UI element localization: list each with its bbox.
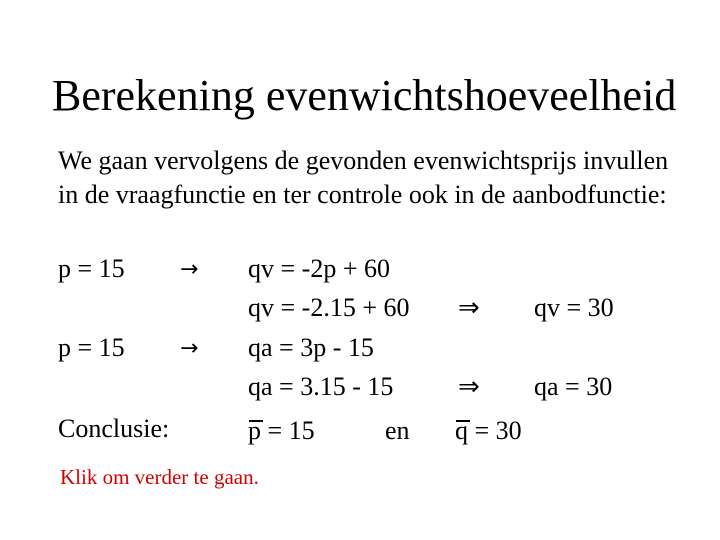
- equilibrium-quantity: q = 30: [455, 416, 522, 445]
- supply-substitution: qa = 3.15 - 15: [248, 372, 394, 401]
- implies-icon: ⇒: [458, 293, 480, 323]
- conclusion-connector: en: [385, 416, 410, 445]
- equilibrium-price: p = 15: [248, 416, 315, 445]
- demand-function: qv = -2p + 60: [248, 254, 390, 283]
- supply-result: qa = 30: [534, 372, 613, 401]
- slide-title: Berekening evenwichtshoeveelheid: [52, 71, 677, 120]
- intro-paragraph: We gaan vervolgens de gevonden evenwichtsprijs invullen in de vraagfunctie en ter controle ook in de aanbodfunctie:: [58, 146, 669, 209]
- demand-substitution: qv = -2.15 + 60: [248, 293, 410, 322]
- given-price-1: p = 15: [58, 254, 125, 283]
- supply-function: qa = 3p - 15: [248, 333, 374, 362]
- implies-icon: ⇒: [458, 372, 480, 402]
- demand-result: qv = 30: [534, 293, 614, 322]
- arrow-icon: →: [180, 336, 199, 361]
- next-link[interactable]: Klik om verder te gaan.: [60, 465, 259, 489]
- given-price-2: p = 15: [58, 333, 125, 362]
- arrow-icon: →: [180, 257, 199, 282]
- conclusion-label: Conclusie:: [58, 414, 170, 443]
